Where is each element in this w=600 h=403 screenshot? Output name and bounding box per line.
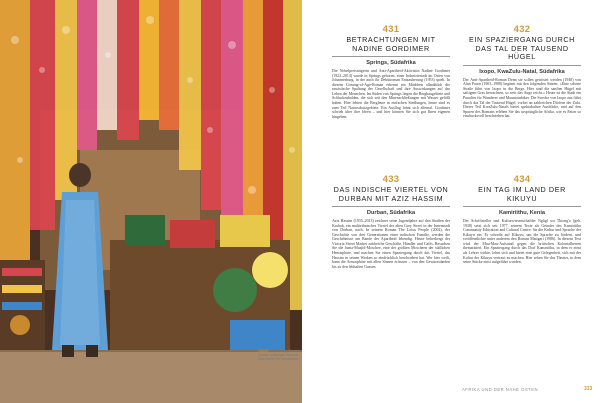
entry-location: Springs, Südafrika bbox=[366, 60, 416, 67]
entry-433 bbox=[332, 174, 450, 269]
entry-body: Der Anti-Apartheid-Roman Denn sie sollen getröstet werden (1948) von Alan Paton (1903–1988) beginnt mit den folgenden Sätzen: »Eine schöne Straße führt von Ixopo in die Berge. Hier sind die sanften Hügel mit saftigem Gras bewachsen, so weit das Auge reicht.« Heute ist die Stadt ein Paradies für Wanderer und Mountainbiker. Die Strecke von Ixopo aus führt durch das Tal der Tausend Hügel, vorbei an zahlreichen Dörfern der Zulu. Dieser Teil KwaZulu-Natals bietet spektakuläre Ausblicke, und auf den Spuren des Romans erleben Sie das ursprüngliche Afrika, wie es Paton so eindrucksvoll beschrieben hat. bbox=[463, 77, 581, 119]
section-label: AFRIKA UND DER NAHE OSTEN bbox=[462, 387, 539, 392]
entry-title: DAS INDISCHE VIERTEL VON DURBAN MIT AZIZ HASSIM bbox=[332, 186, 450, 207]
entry-431 bbox=[332, 24, 450, 119]
page-number: 333 bbox=[584, 386, 593, 392]
photo-caption bbox=[258, 349, 306, 362]
entry-432 bbox=[463, 24, 581, 119]
caption-label: LINKS: bbox=[258, 349, 270, 353]
entry-title: EIN TAG IM LAND DER KIKUYU bbox=[463, 186, 581, 207]
entry-body: Der Schriftsteller und Kulturwissenschaftler Ngũgĩ wa Thiong'o (geb. 1938) setzt sich seit 1977, seinem Texte als Gründer des Kamiriithu Community Education and Cultural Centre, für die Kultur und Sprache der Kikuyu ein. Er schreibt auf Kikuyu, um die Sprache zu fördern, und veröffentlichte unter anderem den Roman Matigari (1986). In diesem Text wird der Mau-Mau-Aufstand gegen die britischen Kolonialherren thematisiert. Ein Spaziergang durch das Dorf Kamiriithu, in dem er einst als Lehrer wirkte, lohnt sich und bietet eine gute Gelegenheit, sich mit der Kultur der Kikuyu vertraut zu machen. Hier sehen Sie das Theater, in dem seine Stücke einst aufgeführt wurden. bbox=[463, 219, 581, 265]
entry-434 bbox=[463, 174, 581, 265]
entry-number: 433 bbox=[382, 174, 400, 185]
entry-body: Die Nobelpreisträgerin und Anti-Apartheid-Aktivistin Nadine Gordimer (1923–2014) wurde in Springs geboren, einer Industriestadt im Osten von Johannesburg, in der auch ihr Debütroman Entzauberung (1953) spielt. In diesem Coming-of-Age-Roman erkennt ein Mädchen allmählich die rassistische Spaltung der Gesellschaft und ihre Auswirkungen auf das Leben der Menschen. Im Süden von Springs liegen die Bergbaugebiete und Schlackenhalden, die sich seit den Minenschließungen mit Wasser gefüllt haben. Hier lebten die Bergleute in einfachen Siedlungen, heute sind es zum Teil Naturschutzgebiete. Ein Ausflug lohnt sich allemal. Gordimer schrieb über ihre Ideen – und hier können Sie sich gut Ihren eigenen hingeben. bbox=[332, 69, 450, 119]
caption-text: In der Grey Street in Durban sorgt Aziz Hassims Geschichte für Atmosphäre bbox=[258, 349, 301, 362]
entry-number: 432 bbox=[513, 24, 531, 35]
entry-title: EIN SPAZIERGANG DURCH DAS TAL DER TAUSEND HÜGEL bbox=[463, 36, 581, 66]
entry-number: 431 bbox=[382, 24, 400, 35]
entry-location: Kamiriithu, Kenia bbox=[498, 210, 545, 217]
entry-number: 434 bbox=[513, 174, 531, 185]
entry-location: Ixopo, KwaZulu-Natal, Südafrika bbox=[479, 68, 565, 75]
entry-title: BETRACHTUNGEN MIT NADINE GORDIMER bbox=[332, 36, 450, 57]
entry-location: Durban, Südafrika bbox=[366, 210, 416, 217]
entry-body: Aziz Hassim (1935–2013) zeichnet seine Jugendjahre auf den Straßen der Kasbah, ein multiethnisches Viertel der alten Grey Street in der Innenstadt von Durban, nach. In seinem Roman The Lotus People (2002), der Geschichte von drei Generationen einer indischen Familie, werden die Geschehnisse am Rande der Apartheid lebendig. Heute beherbergt der Victoria Street Market zahlreiche Geschäfte, Händler und Cafés. Besuchen Sie die Juma-Musjid-Moschee, eine der größten Moscheen der südlichen Hemisphäre, und machen Sie einen Spaziergang durch das Viertel, das Hassim in seinen Werken so eindrücklich beschrieben hat. Wer hier weilt, kann die Atmosphäre mit allen Sinnen erfassen – von den Gewürzständen bis zu den lebhaften Gassen. bbox=[332, 219, 450, 269]
